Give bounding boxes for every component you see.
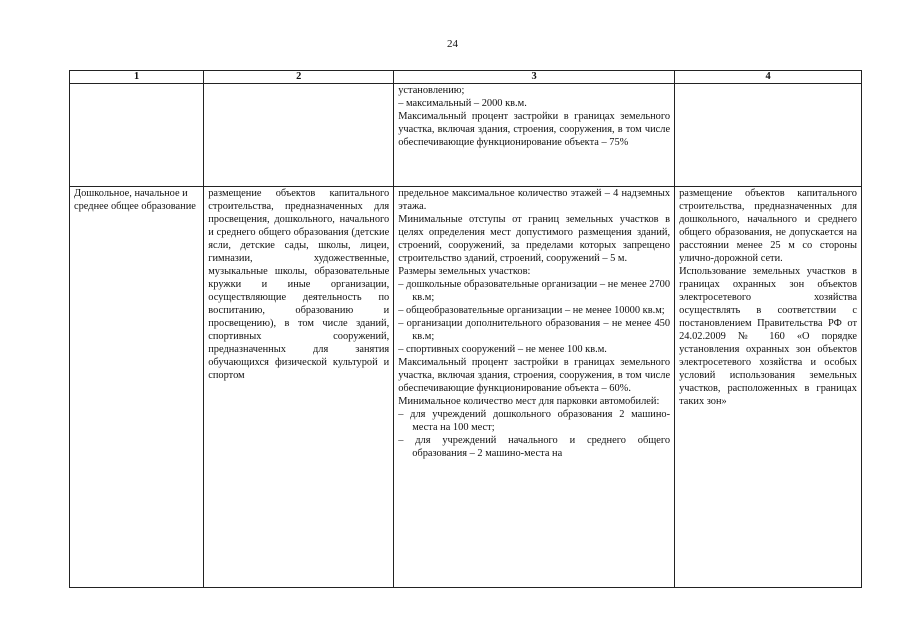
row2-col3-item: предельное максимальное количество этажей – 4 надземных этажа.: [398, 188, 671, 212]
row2-col3-item: – спортивных сооружений – не менее 100 кв.м.: [398, 344, 607, 355]
header-row: [70, 71, 862, 84]
row2-col3-item: – для учреждений начального и среднего общего образования – 2 машино-места на: [398, 435, 671, 459]
header-col-1: 1: [70, 71, 204, 84]
row2-col3-item: – дошкольные образовательные организации – не менее 2700 кв.м;: [398, 279, 671, 303]
table-row: [70, 187, 862, 588]
page-number: 24: [447, 38, 458, 50]
row2-col4: [675, 187, 862, 588]
row2-col3-item: Минимальные отступы от границ земельных участков в целях определения мест допустимого размещения зданий, строений, сооружений, за пределами которых запрещено строительство зданий, строений, сооружений – 5 м.: [398, 214, 671, 264]
row2-col3-item: – организации дополнительного образования – не менее 450 кв.м;: [398, 318, 671, 342]
header-col-3: 3: [394, 71, 675, 84]
row2-col3-item: Минимальное количество мест для парковки автомобилей:: [398, 396, 660, 407]
row2-col4-item: Использование земельных участков в границах охранных зон объектов электросетевого хозяйства осуществлять в соответствии с постановлением Правительства РФ от 24.02.2009 № 160 «О порядке установления охранных зон объектов электросетевого хозяйства и особых условий использования земельных участков, расположенных в границах таких зон»: [679, 266, 857, 407]
row2-col3-item: Максимальный процент застройки в границах земельного участка, включая здания, строения, сооружения, в том числе обеспечивающие функционирование объекта – 60%.: [398, 357, 671, 394]
row2-col3-item: – для учреждений дошкольного образования 2 машино-места на 100 мест;: [398, 409, 671, 433]
row2-col3-item: Размеры земельных участков:: [398, 266, 531, 277]
table-row: [70, 84, 862, 187]
row2-col1: Дошкольное, начальное и среднее общее образование: [70, 187, 204, 588]
row1-col3: [394, 84, 675, 187]
row1-col3-item: Максимальный процент застройки в границах земельного участка, включая здания, строения, сооружения, в том числе обеспечивающие функционирование объекта – 75%: [398, 111, 671, 148]
row1-col4: [675, 84, 862, 187]
header-col-2: 2: [204, 71, 394, 84]
row2-col3-item: – общеобразовательные организации – не менее 10000 кв.м;: [398, 305, 665, 316]
header-col-4: 4: [675, 71, 862, 84]
row1-col3-item: установлению;: [398, 85, 465, 96]
row1-col2: [204, 84, 394, 187]
zoning-table: [69, 70, 862, 588]
row1-col3-item: – максимальный – 2000 кв.м.: [398, 98, 527, 109]
row2-col3: [394, 187, 675, 588]
row1-col1: [70, 84, 204, 187]
row2-col2: размещение объектов капитального строительства, предназначенных для просвещения, дошкольного, начального и среднего общего образования (детские ясли, детские сады, школы, лицеи, гимназии, художественные, музыкальные школы, образовательные кружки и иные организации, осуществляющие деятельность по воспитанию, образованию и просвещению), в том числе зданий, спортивных сооружений, предназначенных для занятия обучающихся физической культурой и спортом: [204, 187, 394, 588]
row2-col4-item: размещение объектов капитального строительства, предназначенных для дошкольного, начального и среднего общего образования, не допускается на расстоянии менее 25 м со стороны улично-дорожной сети.: [679, 188, 857, 264]
